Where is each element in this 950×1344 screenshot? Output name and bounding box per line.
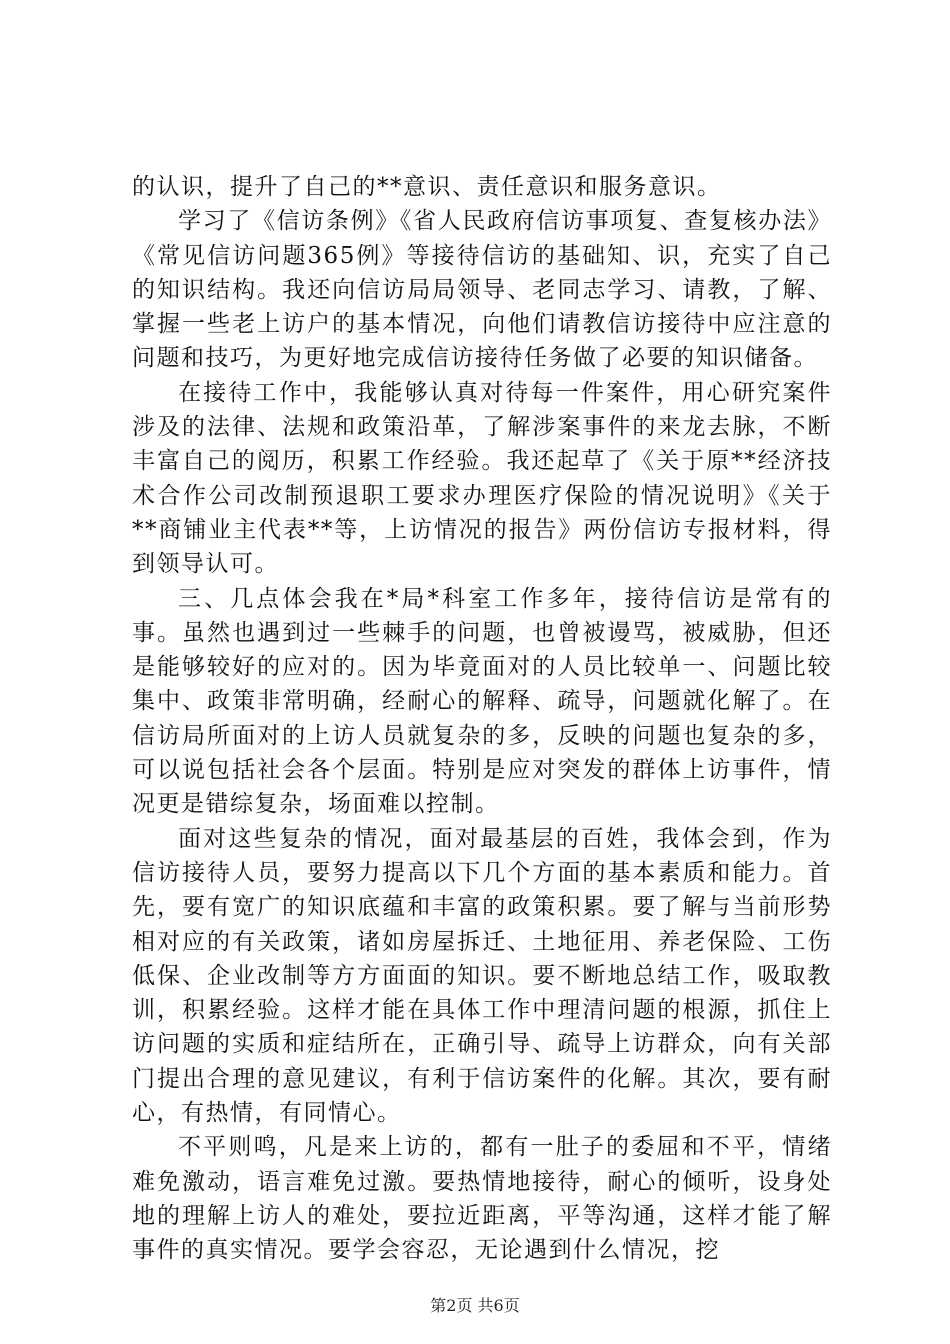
paragraph: 学习了《信访条例》《省人民政府信访事项复、查复核办法》《常见信访问题365例》等接待信访的基础知、识，充实了自己的知识结构。我还向信访局局领导、老同志学习、请教，了解、掌握一些老上访户的基本情况，向他们请教信访接待中应注意的问题和技巧，为更好地完成信访接待任务做了必要的知识储备。	[132, 208, 832, 372]
paragraph: 三、几点体会我在*局*科室工作多年，接待信访是常有的事。虽然也遇到过一些棘手的问题，也曾被谩骂，被威胁，但还是能够较好的应对的。因为毕竟面对的人员比较单一、问题比较集中、政策非常明确，经耐心的解释、疏导，问题就化解了。在信访局所面对的上访人员就复杂的多，反映的问题也复杂的多，可以说包括社会各个层面。特别是应对突发的群体上访事件，情况更是错综复杂，场面难以控制。	[132, 585, 832, 818]
paragraph: 在接待工作中，我能够认真对待每一件案件，用心研究案件涉及的法律、法规和政策沿革，了解涉案事件的来龙去脉，不断丰富自己的阅历，积累工作经验。我还起草了《关于原**经济技术合作公司改制预退职工要求办理医疗保险的情况说明》《关于**商铺业主代表**等，上访情况的报告》两份信访专报材料，得到领导认可。	[132, 379, 832, 578]
page-number-footer: 第2页 共6页	[430, 1296, 520, 1315]
paragraph: 的认识，提升了自己的**意识、责任意识和服务意识。	[132, 174, 722, 200]
paragraph: 面对这些复杂的情况，面对最基层的百姓，我体会到，作为信访接待人员，要努力提高以下几个方面的基本素质和能力。首先，要有宽广的知识底蕴和丰富的政策积累。要了解与当前形势相对应的有关政策，诸如房屋拆迁、土地征用、养老保险、工伤低保、企业改制等方方面面的知识。要不断地总结工作，吸取教训，积累经验。这样才能在具体工作中理清问题的根源，抓住上访问题的实质和症结所在，正确引导、疏导上访群众，向有关部门提出合理的意见建议，有利于信访案件的化解。其次，要有耐心，有热情，有同情心。	[132, 825, 832, 1127]
document-body	[132, 170, 832, 1268]
paragraph: 不平则鸣，凡是来上访的，都有一肚子的委屈和不平，情绪难免激动，语言难免过激。要热情地接待，耐心的倾听，设身处地的理解上访人的难处，要拉近距离，平等沟通，这样才能了解事件的真实情况。要学会容忍，无论遇到什么情况，挖	[132, 1134, 832, 1264]
